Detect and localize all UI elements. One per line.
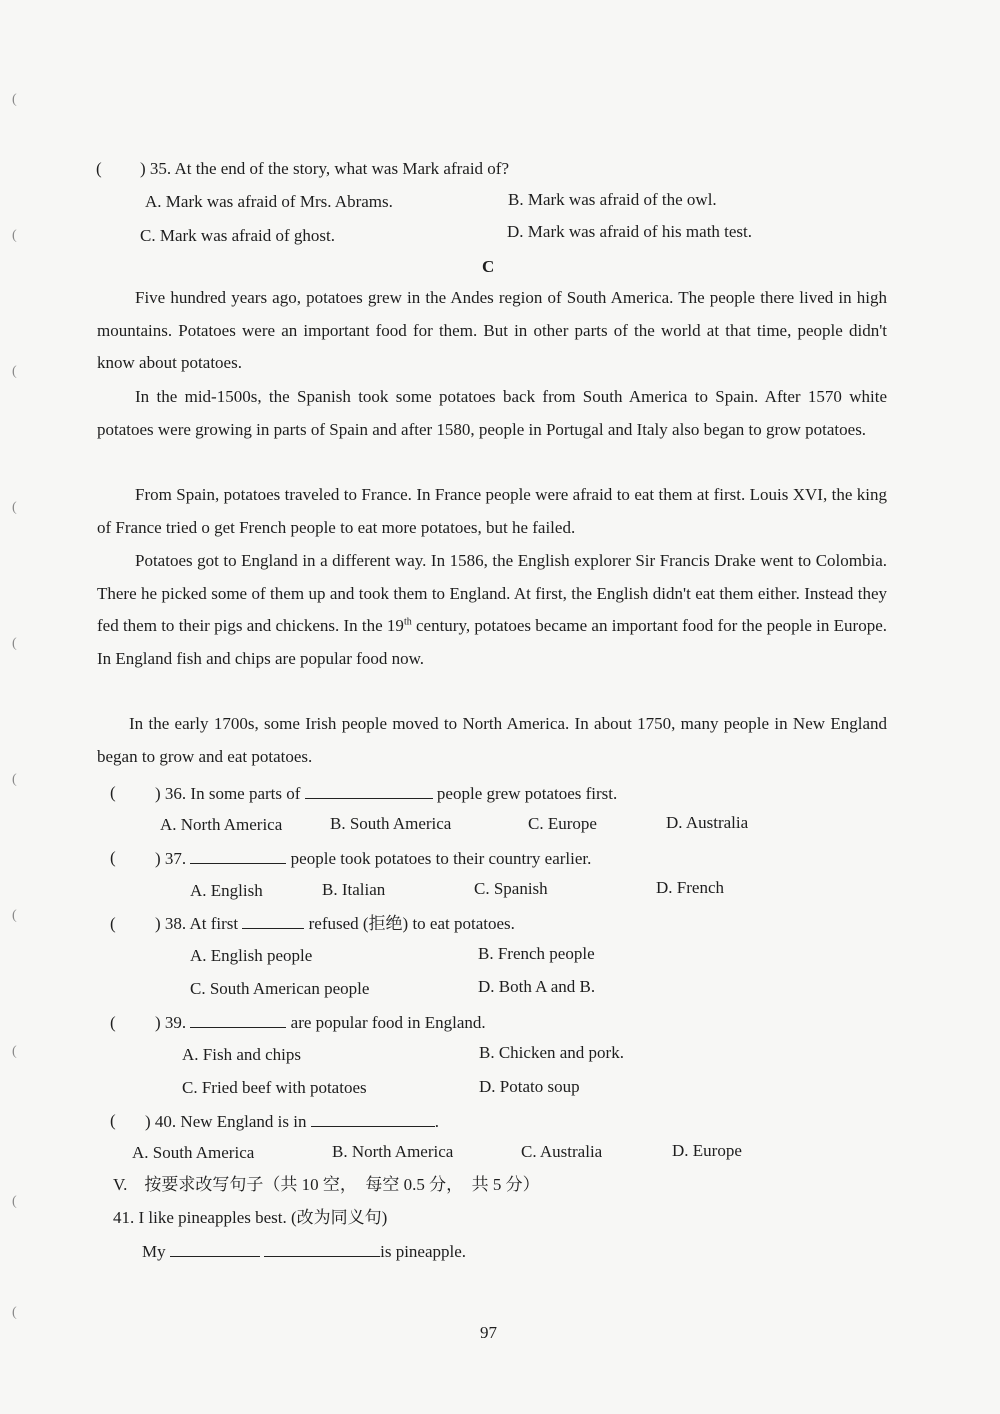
q38-answer-paren[interactable]: (	[110, 914, 116, 933]
section-v-heading: V. 按要求改写句子（共 10 空， 每空 0.5 分， 共 5 分）	[113, 1175, 540, 1194]
q35-option-d: D. Mark was afraid of his math test.	[507, 222, 753, 241]
q35-option-b: B. Mark was afraid of the owl.	[508, 190, 717, 209]
q40-option-b: B. North America	[332, 1142, 454, 1161]
q35-option-c: C. Mark was afraid of ghost.	[140, 226, 335, 245]
q35-option-a: A. Mark was afraid of Mrs. Abrams.	[145, 192, 393, 211]
page-number: 97	[480, 1323, 497, 1342]
q37-answer-paren[interactable]: (	[110, 848, 116, 867]
q39-option-b: B. Chicken and pork.	[479, 1043, 624, 1062]
q39-option-d: D. Potato soup	[479, 1077, 580, 1096]
q37-option-a: A. English	[190, 881, 263, 900]
passage-paragraph-3: From Spain, potatoes traveled to France. In France people were afraid to eat them at first. Louis XVI, the king of France tried o get French people to eat more potatoes, but he failed.	[97, 485, 887, 537]
q36-option-a: A. North America	[160, 815, 283, 834]
q39-answer-paren[interactable]: (	[110, 1013, 116, 1032]
q37-blank[interactable]	[190, 847, 286, 864]
q35-answer-paren[interactable]: (	[96, 159, 102, 178]
q36-option-c: C. Europe	[528, 814, 597, 833]
q41-blank-1[interactable]	[170, 1240, 260, 1257]
q40-blank[interactable]	[311, 1110, 435, 1127]
q39-blank[interactable]	[190, 1011, 286, 1028]
q39-stem: ) 39. are popular food in England.	[155, 1013, 486, 1032]
q40-stem: ) 40. New England is in .	[145, 1112, 439, 1131]
q36-stem: ) 36. In some parts of people grew potatoes first.	[155, 784, 618, 803]
q38-stem: ) 38. At first refused (拒绝) to eat potatoes.	[155, 914, 515, 933]
q37-option-c: C. Spanish	[474, 879, 548, 898]
binding-mark: (	[12, 364, 17, 379]
q38-option-d: D. Both A and B.	[478, 977, 596, 996]
passage-paragraph-5: In the early 1700s, some Irish people moved to North America. In about 1750, many people in New England began to grow and eat potatoes.	[97, 714, 887, 766]
binding-mark: (	[12, 1044, 17, 1059]
passage-paragraph-1: Five hundred years ago, potatoes grew in the Andes region of South America. The people there lived in high mountains. Potatoes were an important food for them. But in other parts of the world at that time, people didn't know about potatoes.	[97, 288, 887, 372]
q36-option-b: B. South America	[330, 814, 452, 833]
q35-stem: ) 35. At the end of the story, what was Mark afraid of?	[140, 159, 510, 178]
binding-mark: (	[12, 1194, 17, 1209]
passage-paragraph-4: Potatoes got to England in a different way. In 1586, the English explorer Sir Francis Drake went to Colombia. There he picked some of them up and took them to England. At first, the English didn't eat them either. Instead they fed them to their pigs and chickens. In the 19th century, potatoes became an important food for the people in Europe. In England fish and chips are popular food now.	[97, 551, 887, 668]
q38-option-c: C. South American people	[190, 979, 370, 998]
passage-paragraph-2: In the mid-1500s, the Spanish took some potatoes back from South America to Spain. After 1570 white potatoes were growing in parts of Spain and after 1580, people in Portugal and Italy also began to grow potatoes.	[97, 387, 887, 439]
q40-option-c: C. Australia	[521, 1142, 603, 1161]
q40-option-a: A. South America	[132, 1143, 255, 1162]
q40-option-d: D. Europe	[672, 1141, 742, 1160]
q37-option-d: D. French	[656, 878, 724, 897]
q41-stem: 41. I like pineapples best. (改为同义句)	[113, 1208, 388, 1227]
binding-mark: (	[12, 772, 17, 787]
q39-option-c: C. Fried beef with potatoes	[182, 1078, 367, 1097]
q38-option-b: B. French people	[478, 944, 595, 963]
q39-option-a: A. Fish and chips	[182, 1045, 301, 1064]
binding-mark: (	[12, 908, 17, 923]
q41-blank-2[interactable]	[264, 1240, 380, 1257]
section-heading: C	[482, 257, 495, 276]
binding-mark: (	[12, 636, 17, 651]
binding-mark: (	[12, 500, 17, 515]
q36-blank[interactable]	[305, 782, 433, 799]
binding-mark: (	[12, 228, 17, 243]
q36-answer-paren[interactable]: (	[110, 783, 116, 802]
binding-mark: (	[12, 1305, 17, 1320]
q37-stem: ) 37. people took potatoes to their country earlier.	[155, 849, 592, 868]
q40-answer-paren[interactable]: (	[110, 1111, 116, 1130]
superscript: th	[403, 616, 412, 628]
q36-option-d: D. Australia	[666, 813, 749, 832]
q41-answer-line: My is pineapple.	[142, 1242, 467, 1261]
q38-option-a: A. English people	[190, 946, 313, 965]
q37-option-b: B. Italian	[322, 880, 386, 899]
q38-blank[interactable]	[242, 912, 304, 929]
binding-mark: (	[12, 92, 17, 107]
